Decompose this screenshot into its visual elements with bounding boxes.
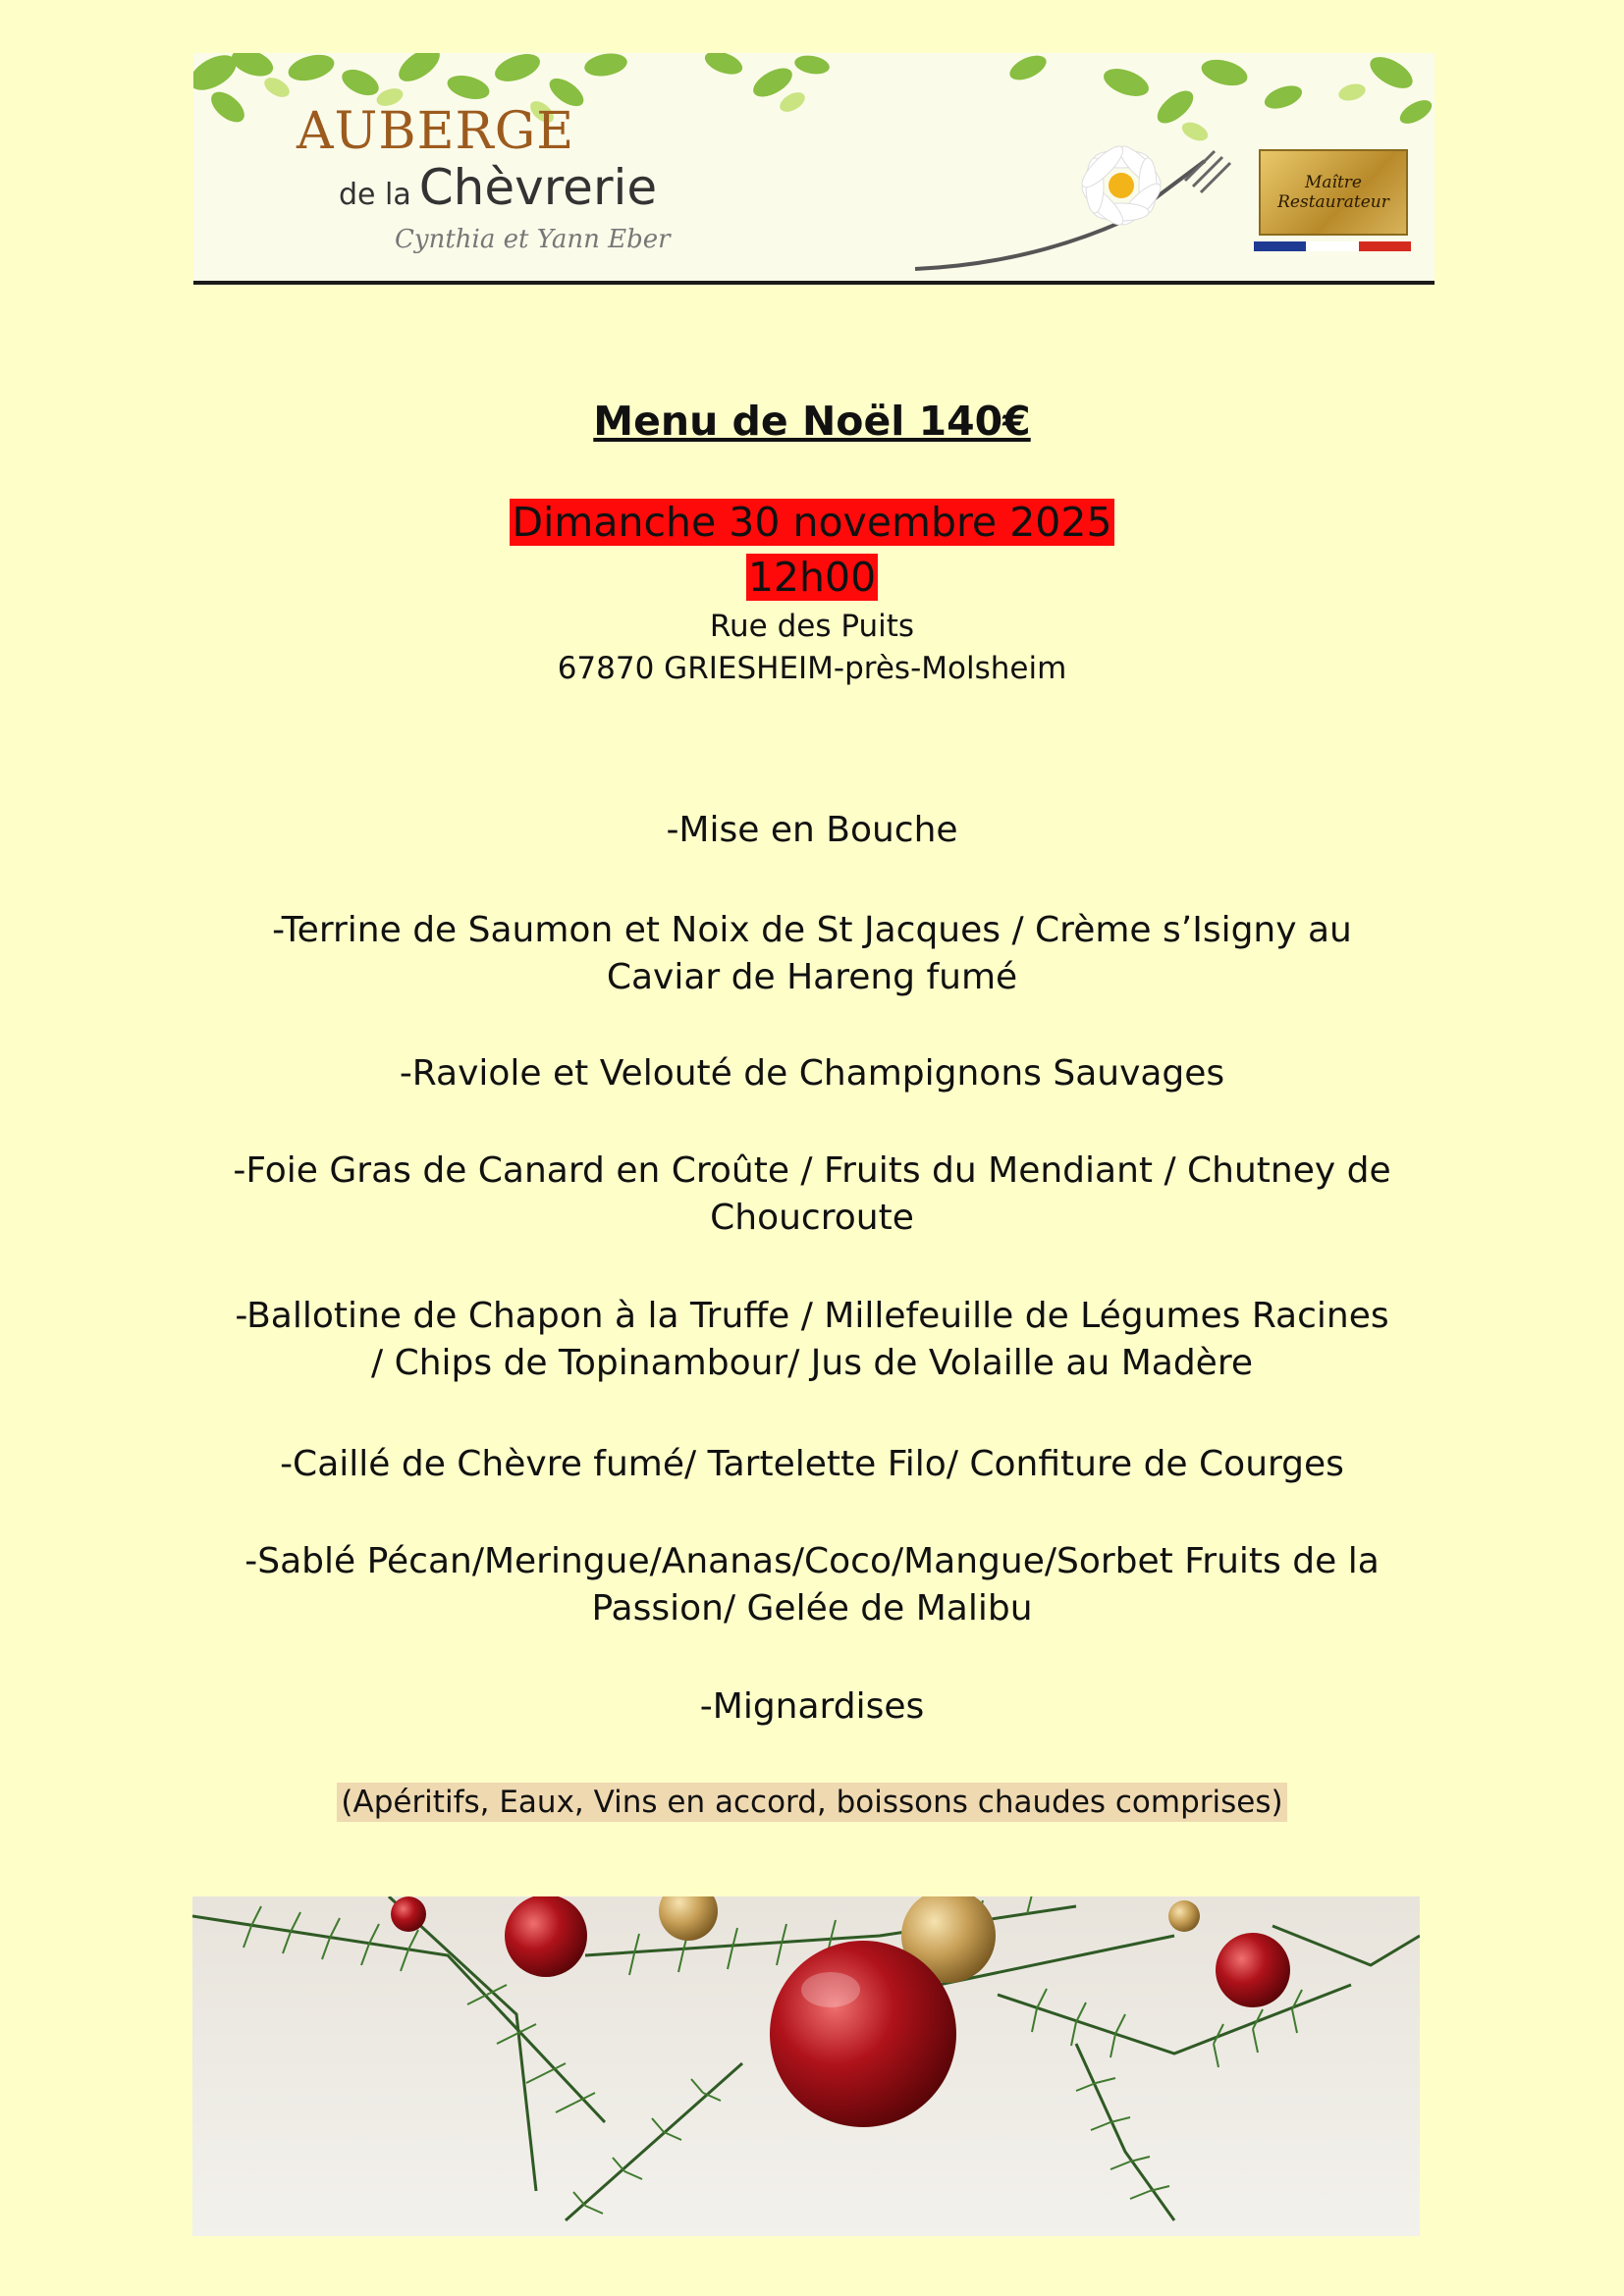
logo-signature: Cynthia et Yann Eber (395, 225, 671, 254)
maitre-restaurateur-badge (1259, 149, 1408, 236)
fork-icon (915, 151, 1230, 269)
christmas-branches-illustration (192, 1896, 1420, 2236)
course-item: -Caillé de Chèvre fumé/ Tartelette Filo/ Confiture de Courges (280, 1444, 1344, 1484)
address-city: 67870 GRIESHEIM-près-Molsheim (557, 651, 1067, 686)
badge-line2: Restaurateur (1277, 192, 1389, 212)
drinks-included-note (0, 1785, 1624, 1820)
event-date: Dimanche 30 novembre 2025 (512, 499, 1112, 546)
event-time-line (0, 550, 1624, 605)
daisy-icon (1077, 141, 1166, 231)
badge-line1: Maître (1305, 173, 1362, 192)
course-item: -Mise en Bouche (666, 810, 958, 850)
logo-chevrerie (339, 159, 657, 216)
course-item: -Ballotine de Chapon à la Truffe / Millefeuille de Légumes Racines / Chips de Topinambour/ Jus de Volaille au Madère (235, 1296, 1389, 1383)
french-flag-stripe (1254, 241, 1411, 251)
menu-title: Menu de Noël 140€ (593, 398, 1031, 445)
logo-auberge: AUBERGE (297, 102, 575, 161)
course-item: -Foie Gras de Canard en Croûte / Fruits du Mendiant / Chutney de Choucroute (233, 1150, 1391, 1238)
logo-chevrerie-text: Chèvrerie (418, 159, 658, 216)
course-item: -Sablé Pécan/Meringue/Ananas/Coco/Mangue/Sorbet Fruits de la Passion/ Gelée de Malibu (244, 1541, 1380, 1629)
header-banner (193, 53, 1435, 285)
logo-de-la: de la (339, 178, 411, 212)
address-street: Rue des Puits (709, 609, 915, 644)
course-item: -Terrine de Saumon et Noix de St Jacques / Crème s’Isigny au Caviar de Hareng fumé (272, 910, 1352, 997)
course-item: -Raviole et Velouté de Champignons Sauvages (399, 1053, 1225, 1094)
christmas-decoration-image (192, 1896, 1420, 2236)
event-time: 12h00 (747, 554, 877, 601)
event-date-line (0, 495, 1624, 550)
course-item: -Mignardises (699, 1686, 925, 1727)
drinks-note-text: (Apéritifs, Eaux, Vins en accord, boissons chaudes comprises) (337, 1783, 1286, 1822)
